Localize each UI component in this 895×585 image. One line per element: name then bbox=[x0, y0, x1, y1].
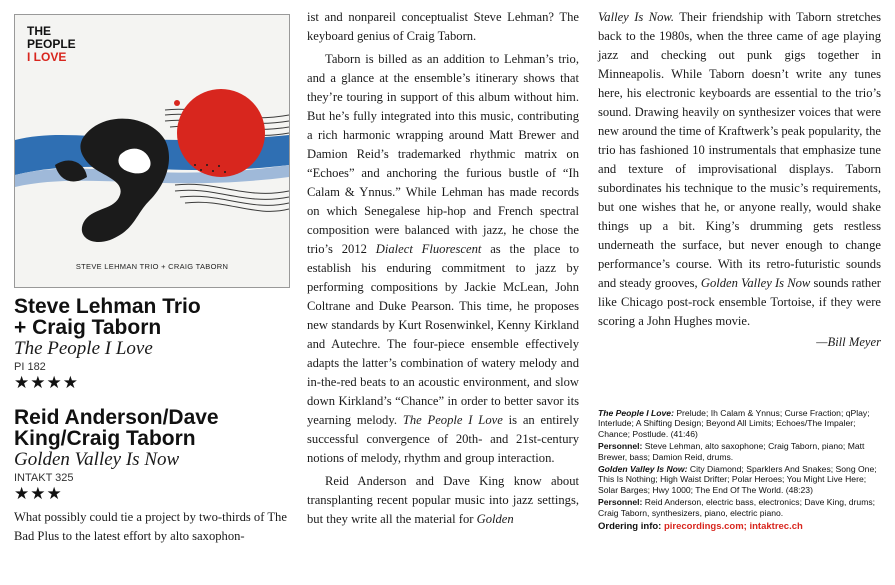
album-reference: Golden bbox=[476, 512, 514, 526]
text-span: as the place to establish his enduring commitment to jazz by performing compositions by Jackie McLean, John Coltrane and Duke Pearson. This time, he proposes new standards by Kurt Rosenwinkel, Kenny Kirkland and Autechre. The four-piece ensemble effectively adapts the latter’s combination of watery melody and in-the-red beats to an acoustic environment, and slow down Kirkland’s “Chance” in order to better savor its yearning melody. bbox=[307, 242, 579, 427]
album-reference: Dialect Fluorescent bbox=[375, 242, 482, 256]
text-span: is an entirely successful convergence of 20th- and 21st-century notions of melody, rhythm and group interaction. bbox=[307, 413, 579, 465]
text-span: Taborn is billed as an addition to Lehman’s trio, and a glance at the ensemble’s itinerary shows that they’re touring in support of this album without him. But he’s fully integrated into this music, contributing a rich harmonic wrapping around Matt Brewer and Damion Reid’s trademarked rhythmic matrix on “Echoes” and anchoring the furious bustle of “Ih Calam & Ynnus.” While Lehman has made records on which Senegalese hip-hop and French spectral composition were balanced with jazz, he chose the trio’s 2012 bbox=[307, 52, 579, 256]
ordering-info bbox=[598, 522, 881, 532]
credits-personnel: Steve Lehman, alto saxophone; Craig Taborn, piano; Matt Brewer, bass; Damion Reid, drums. bbox=[598, 441, 865, 462]
album1-title: The People I Love bbox=[14, 338, 153, 359]
album-reference: Valley Is Now. bbox=[598, 10, 675, 24]
album1-artist bbox=[14, 296, 290, 338]
credits-title: Golden Valley Is Now: bbox=[598, 464, 688, 475]
left-column bbox=[14, 14, 290, 546]
album2-personnel bbox=[598, 497, 881, 518]
middle-column bbox=[307, 8, 579, 529]
album-reference: The People I Love bbox=[402, 413, 503, 427]
text-span: sounds rather like Chicago post-rock ensemble Tortoise, if they were scoring a John Hughes movie. bbox=[598, 276, 882, 328]
credits-tracks: Prelude; Ih Calam & Ynnus; Curse Fraction; qPlay; Interlude; A Shifting Design; Beyond All Limits; Echoes/The Impaler; Chance; Postlude. (41:46) bbox=[598, 408, 870, 439]
album2-artist bbox=[14, 407, 290, 449]
paragraph-anderson-king bbox=[307, 472, 579, 529]
album1-personnel bbox=[598, 441, 881, 462]
ordering-links[interactable]: pirecordings.com; intaktrec.ch bbox=[663, 521, 803, 533]
cover-title-line2: PEOPLE bbox=[27, 37, 76, 51]
album1-artist-line1: Steve Lehman Trio bbox=[14, 295, 201, 318]
cover-credit: STEVE LEHMAN TRIO + CRAIG TABORN bbox=[75, 262, 229, 271]
credits-title: The People I Love: bbox=[598, 408, 674, 418]
album-credits bbox=[598, 408, 881, 532]
album1-tracklist bbox=[598, 408, 881, 439]
review-byline: —Bill Meyer bbox=[816, 335, 881, 349]
review-intro: What possibly could tie a project by two-thirds of The Bad Plus to the latest effort by alto saxophon- bbox=[14, 510, 287, 543]
album2-title: Golden Valley Is Now bbox=[14, 449, 180, 470]
paragraph-opening-continued: ist and nonpareil conceptualist Steve Lehman? The keyboard genius of Craig Taborn. bbox=[307, 10, 579, 43]
album2-artist-line2: King/Craig Taborn bbox=[14, 427, 196, 450]
text-span: Their friendship with Taborn stretches back to the 1980s, when the three came of age playing jazz and checking out punk gigs together in Minneapolis. While Taborn doesn’t write any tunes here, his electronic keyboards are essential to the trio’s sound. Drawing heavily on synthesizer voices that were new around the time of Kraftwerk’s peak popularity, the trio has fashioned 10 instrumentals that emphasize tune and texture of improvisational displays. Taborn subordinates his technique to the music’s requirements, but one wishes that he, or anyone really, would shake things up a bit. King’s drumming gets restless underneath the surface, but never enough to change performance’s course. With its retro-futuristic sounds and steady grooves, bbox=[598, 10, 881, 290]
album1-label: PI 182 bbox=[14, 361, 46, 373]
text-span: Reid Anderson and Dave King know about transplanting recent popular music into jazz settings, but they write all the material for bbox=[307, 474, 579, 526]
album-reference: Golden Valley Is Now bbox=[700, 276, 811, 290]
paragraph-golden-valley bbox=[598, 8, 881, 331]
album-cover bbox=[14, 14, 290, 288]
album2-tracklist bbox=[598, 464, 881, 495]
credits-personnel: Reid Anderson, electric bass, electronics; Dave King, drums; Craig Taborn, synthesizers, piano, electric piano. bbox=[598, 497, 876, 518]
album2-artist-line1: Reid Anderson/Dave bbox=[14, 406, 219, 429]
album2-label: INTAKT 325 bbox=[14, 472, 74, 484]
cover-title-line1: THE bbox=[27, 24, 51, 38]
credits-label: Personnel: bbox=[598, 441, 643, 452]
album1-rating: ★★★★ bbox=[14, 373, 79, 392]
right-column bbox=[598, 8, 881, 352]
album2-rating: ★★★ bbox=[14, 484, 63, 503]
credits-tracks: City Diamond; Sparklers And Snakes; Song One; This Is Nothing; High Waist Drifter; Polar Heroes; You Might Live Here; Solar Barges; Hwy 1000; The End Of The World. (48:23) bbox=[598, 464, 877, 495]
cover-title bbox=[27, 25, 76, 64]
paragraph-taborn-lehman bbox=[307, 50, 579, 468]
album1-artist-line2: + Craig Taborn bbox=[14, 316, 162, 339]
ordering-label: Ordering info: bbox=[598, 521, 664, 533]
credits-label: Personnel: bbox=[598, 497, 643, 508]
cover-title-line3: I LOVE bbox=[27, 50, 67, 64]
